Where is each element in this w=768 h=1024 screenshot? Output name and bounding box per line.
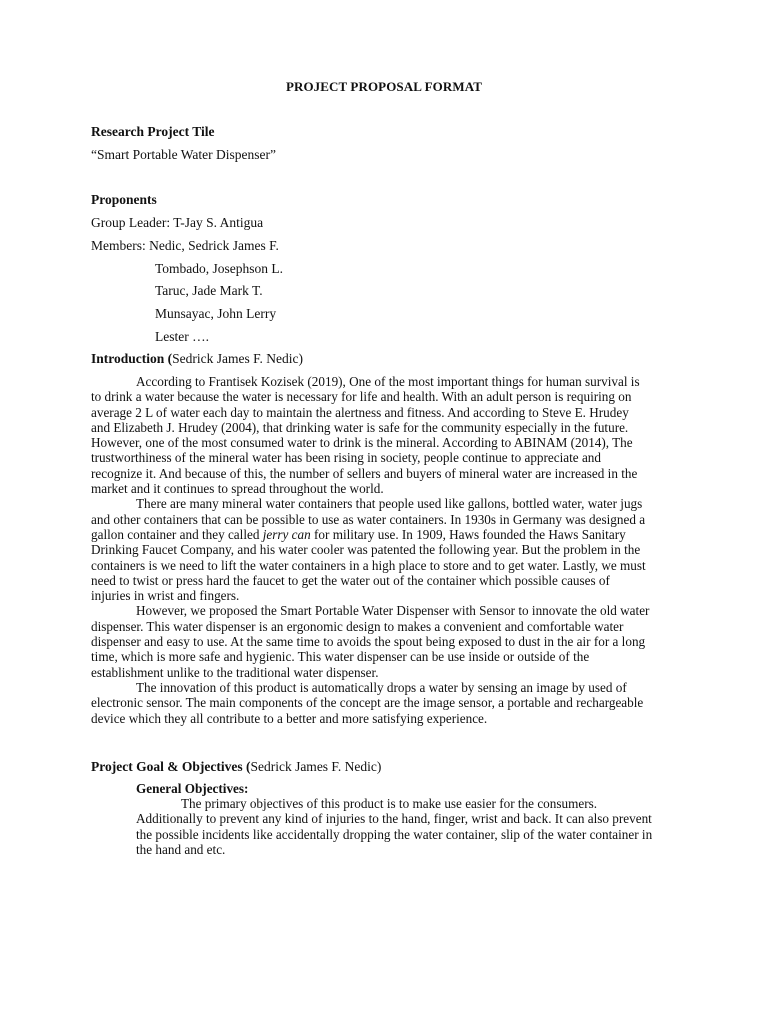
intro-paragraph-4: The innovation of this product is automatically drops a water by sensing an image by used of electronic sensor. The main components of the concept are the image sensor, a portable and rechargeable device which they all contribute to a better and more satisfying experience. <box>91 679 644 726</box>
general-objectives-text: The primary objectives of this product is to make use easier for the consumers. Additionally to prevent any kind of injuries to the hand, finger, wrist and back. It can also prevent the possible incidents like accidentally dropping the water container, slip of the water container in the hand and etc. <box>136 796 653 857</box>
member-item: Munsayac, John Lerry <box>155 306 277 321</box>
intro-p2-text-end: for military use. In 1909, Haws founded the Haws Sanitary Drinking Faucet Company, and his water cooler was patented the following year. But the problem in the containers is we need to lift the water containers in a high place to store and to get water. Lastly, we must need to twist or press hard the faucet to get the water out of the container which possible causes of injuries in wrist and fingers. <box>91 526 646 604</box>
intro-paragraph-3: However, we proposed the Smart Portable Water Dispenser with Sensor to innovate the old water dispenser. This water dispenser is an ergonomic design to makes a convenient and comfortable water dispenser and easy to use. At the same time to avoids the spout being exposed to dust in the air for a long time, which is more safe and hygienic. This water dispenser can be use inside or outside of the establishment unlike to the traditional water dispenser. <box>91 603 650 680</box>
goals-heading: Project Goal & Objectives ( <box>91 759 251 774</box>
intro-paragraph-1: According to Frantisek Kozisek (2019), One of the most important things for human survival is to drink a water because the water is necessary for life and health. With an adult person is requiring on average 2 L of water each day to maintain the alertness and fitness. And according to Steve E. Hrudey and Elizabeth J. Hrudey (2004), that drinking water is safe for the community especially in the future. However, one of the most consumed water to drink is the mineral. According to ABINAM (2014), The trustworthiness of the mineral water has been rising in society, people continue to appreciate and recognize it. And because of this, the number of sellers and buyers of mineral water are increased in the market and it continues to spread throughout the world. <box>91 374 640 497</box>
members-label: Members: Nedic, Sedrick James F. <box>91 238 279 253</box>
group-leader: Group Leader: T-Jay S. Antigua <box>91 215 264 230</box>
introduction-heading: Introduction ( <box>91 351 173 366</box>
goals-heading-line <box>91 759 381 774</box>
proponents-heading: Proponents <box>91 192 157 207</box>
document-title: PROJECT PROPOSAL FORMAT <box>285 79 483 94</box>
intro-p2-text-start: There are many mineral water containers that people used like gallons, bottled water, water jugs and other containers that can be possible to use as water containers. In 1930s in Germany was designed a gallon container and they called <box>91 496 646 542</box>
research-title-heading: Research Project Tile <box>91 124 215 139</box>
intro-paragraph-2 <box>91 496 651 603</box>
general-objectives-body <box>136 796 662 857</box>
member-item: Taruc, Jade Mark T. <box>155 283 263 298</box>
introduction-author: Sedrick James F. Nedic) <box>172 351 304 366</box>
general-objectives-heading: General Objectives: <box>136 781 249 796</box>
member-item: Lester …. <box>155 329 209 344</box>
research-title-value: “Smart Portable Water Dispenser” <box>91 147 276 162</box>
goals-author: Sedrick James F. Nedic) <box>250 759 382 774</box>
member-item: Tombado, Josephson L. <box>155 261 284 276</box>
introduction-body <box>91 374 651 726</box>
intro-p2-italic-term: jerry can <box>262 526 311 542</box>
introduction-heading-line <box>91 351 303 366</box>
